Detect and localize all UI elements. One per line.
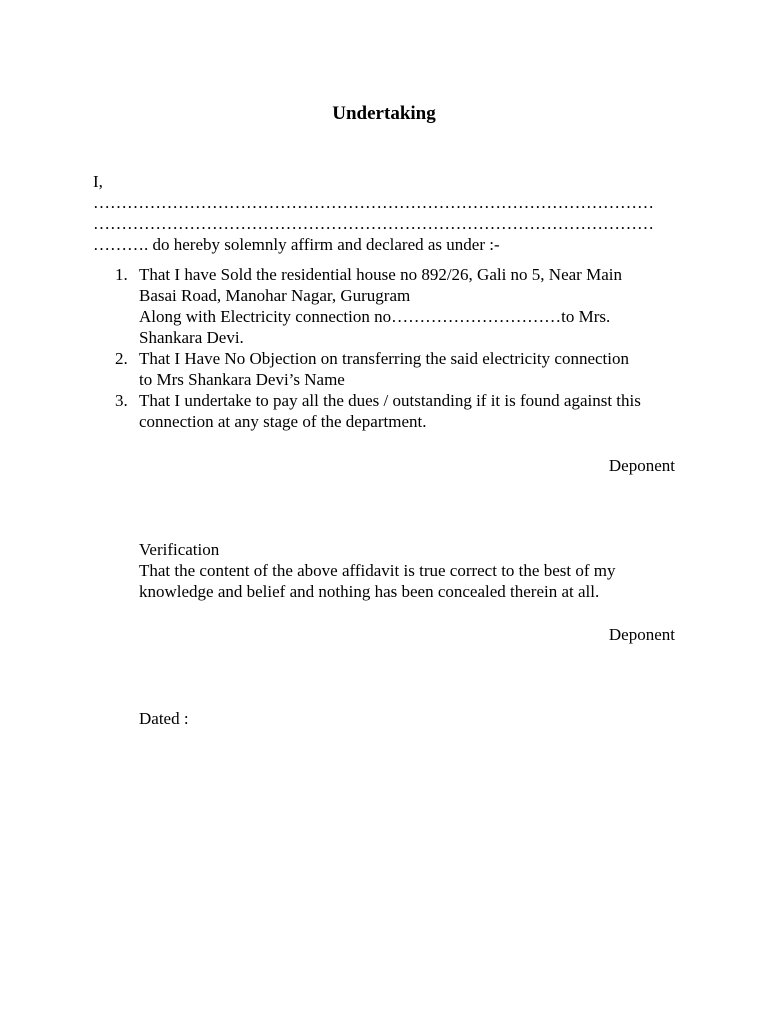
undertaking-list: [93, 264, 683, 432]
document-title: Undertaking: [332, 103, 436, 124]
name-blank-line-1: ………………………………………………………………………………………: [93, 193, 654, 212]
list-item-number: 2.: [115, 349, 128, 368]
list-item-number: 1.: [115, 265, 128, 284]
list-item-line: to Mrs Shankara Devi’s Name: [139, 370, 345, 389]
list-item-line: Shankara Devi.: [139, 328, 244, 347]
deponent-label: Deponent: [608, 625, 675, 644]
list-item: [93, 390, 683, 432]
salutation: I,: [93, 172, 103, 191]
declaration-text: ………. do hereby solemnly affirm and declared as under :-: [93, 235, 500, 254]
list-item: [93, 264, 683, 348]
list-item-line: That I Have No Objection on transferring the said electricity connection: [139, 349, 629, 368]
verification-text: knowledge and belief and nothing has been concealed therein at all.: [139, 582, 600, 601]
list-item-text: [139, 264, 683, 348]
name-blank-line-2: ………………………………………………………………………………………: [93, 214, 654, 233]
verification-heading: Verification: [139, 540, 220, 559]
opening-paragraph: [93, 171, 677, 255]
dated-label: Dated :: [139, 709, 189, 728]
list-item-line: Along with Electricity connection no…………………………to Mrs.: [139, 307, 611, 326]
list-item-line: That I have Sold the residential house no 892/26, Gali no 5, Near Main: [139, 265, 622, 284]
verification-text: That the content of the above affidavit is true correct to the best of my: [139, 561, 616, 580]
deponent-label: Deponent: [608, 456, 675, 475]
list-item-line: That I undertake to pay all the dues / outstanding if it is found against this: [139, 391, 641, 410]
list-item-number: 3.: [115, 391, 128, 410]
list-item: [93, 348, 683, 390]
list-item-text: [139, 348, 683, 390]
list-item-text: [139, 390, 683, 432]
list-item-line: Basai Road, Manohar Nagar, Gurugram: [139, 286, 411, 305]
list-item-line: connection at any stage of the department.: [139, 412, 427, 431]
verification-section: [139, 539, 679, 602]
